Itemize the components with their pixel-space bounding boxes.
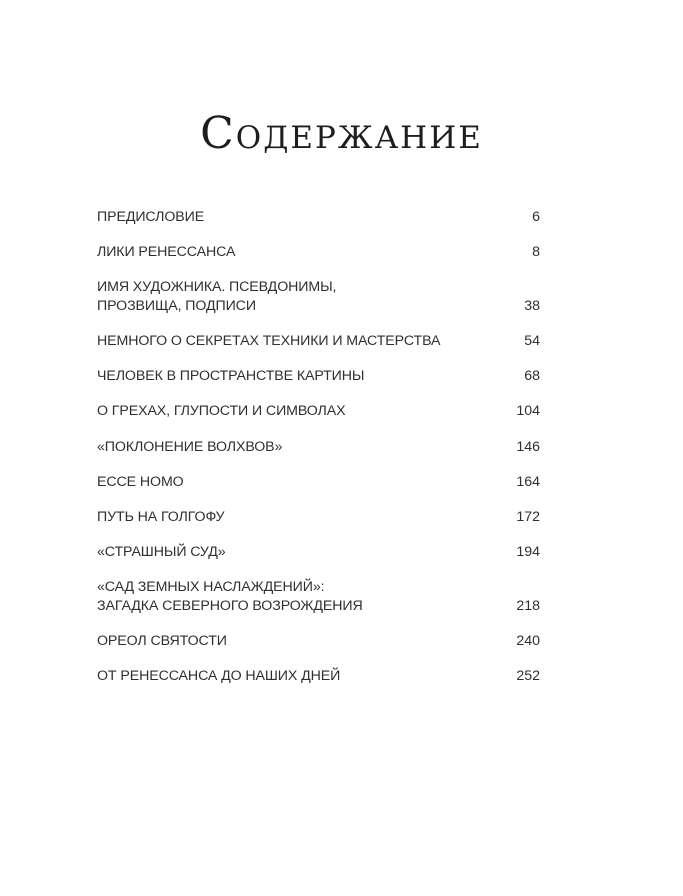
toc-entry-page: 146 [516,439,540,455]
page-title: Содержание [200,108,483,159]
toc-entry-page: 164 [516,474,540,490]
toc-entry-road-to-golgotha [97,508,540,527]
toc-entry-page: 172 [516,509,540,525]
toc-entry-faces-of-renaissance [97,243,540,262]
toc-entry-page: 6 [532,209,540,225]
toc-entry-halo-of-holiness [97,632,540,651]
toc-entry-title: ECCE HOMO [97,474,184,490]
toc-entry-page: 240 [516,633,540,649]
toc-entry-title: ПРЕДИСЛОВИЕ [97,209,205,225]
toc-entry-adoration-of-magi [97,438,540,457]
toc-entry-ecce-homo [97,473,540,492]
toc-entry-title: ЛИКИ РЕНЕССАНСА [97,244,236,260]
toc-entry-title: «СТРАШНЫЙ СУД» [97,544,226,560]
toc-entry-title: ЧЕЛОВЕК В ПРОСТРАНСТВЕ КАРТИНЫ [97,368,365,384]
toc-entry-page: 218 [516,598,540,614]
toc-entry-page: 104 [516,403,540,419]
toc-entry-preface [97,208,540,227]
toc-entry-page: 38 [524,298,540,314]
toc-entry-title: «САД ЗЕМНЫХ НАСЛАЖДЕНИЙ»: ЗАГАДКА СЕВЕРНОГО ВОЗРОЖДЕНИЯ [97,579,363,614]
toc-entry-title: НЕМНОГО О СЕКРЕТАХ ТЕХНИКИ И МАСТЕРСТВА [97,333,441,349]
toc-entry-title: ПУТЬ НА ГОЛГОФУ [97,509,225,525]
toc-entry-page: 54 [524,333,540,349]
toc-entry-title: ИМЯ ХУДОЖНИКА. ПСЕВДОНИМЫ, ПРОЗВИЩА, ПОДПИСИ [97,279,337,314]
toc-entry-sins-and-symbols [97,402,540,421]
toc-entry-last-judgment [97,543,540,562]
toc-entry-title: ОРЕОЛ СВЯТОСТИ [97,633,227,649]
toc-entry-technique-secrets [97,332,540,351]
toc-entry-page: 68 [524,368,540,384]
toc-entry-human-in-picture [97,367,540,386]
toc-entry-page: 194 [516,544,540,560]
toc-entry-artist-name [97,278,540,316]
toc-entry-title: ОТ РЕНЕССАНСА ДО НАШИХ ДНЕЙ [97,668,341,684]
toc-entry-garden-of-delights [97,578,540,616]
toc-entry-page: 252 [516,668,540,684]
toc-entry-page: 8 [532,244,540,260]
toc-entry-title: «ПОКЛОНЕНИЕ ВОЛХВОВ» [97,439,283,455]
toc-entry-renaissance-to-present [97,667,540,686]
toc-entry-title: О ГРЕХАХ, ГЛУПОСТИ И СИМВОЛАХ [97,403,346,419]
